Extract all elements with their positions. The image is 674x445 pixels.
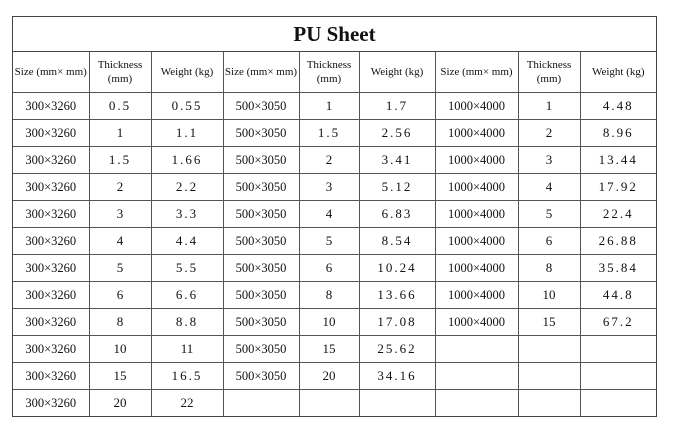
size-cell: 300×3260	[13, 201, 89, 228]
size-header: Size (mm× mm)	[435, 52, 518, 93]
weight-cell: 13.44	[580, 147, 656, 174]
weight-cell: 4.4	[151, 228, 223, 255]
size-header: Size (mm× mm)	[13, 52, 89, 93]
table-row	[13, 282, 656, 309]
size-cell: 300×3260	[13, 282, 89, 309]
thickness-cell: 5	[299, 228, 359, 255]
size-cell: 500×3050	[223, 93, 299, 120]
thickness-cell: 1.5	[89, 147, 151, 174]
table-row	[13, 93, 656, 120]
table-row	[13, 201, 656, 228]
thickness-cell: 10	[89, 336, 151, 363]
weight-cell: 35.84	[580, 255, 656, 282]
empty-cell	[518, 363, 580, 390]
empty-cell	[359, 390, 435, 417]
thickness-cell: 0.5	[89, 93, 151, 120]
empty-cell	[435, 363, 518, 390]
size-cell: 300×3260	[13, 228, 89, 255]
size-cell: 300×3260	[13, 336, 89, 363]
thickness-cell: 8	[518, 255, 580, 282]
size-cell: 300×3260	[13, 120, 89, 147]
size-cell: 500×3050	[223, 255, 299, 282]
weight-cell: 1.66	[151, 147, 223, 174]
table-row	[13, 336, 656, 363]
empty-cell	[518, 336, 580, 363]
empty-cell	[299, 390, 359, 417]
thickness-cell: 1	[299, 93, 359, 120]
table-row	[13, 390, 656, 417]
thickness-cell: 1	[89, 120, 151, 147]
size-cell: 1000×4000	[435, 228, 518, 255]
weight-header: Weight (kg)	[359, 52, 435, 93]
weight-cell: 44.8	[580, 282, 656, 309]
size-cell: 1000×4000	[435, 93, 518, 120]
thickness-cell: 15	[518, 309, 580, 336]
weight-cell: 26.88	[580, 228, 656, 255]
thickness-cell: 5	[89, 255, 151, 282]
weight-cell: 5.12	[359, 174, 435, 201]
thickness-cell: 6	[89, 282, 151, 309]
size-cell: 500×3050	[223, 282, 299, 309]
weight-cell: 17.92	[580, 174, 656, 201]
size-cell: 1000×4000	[435, 255, 518, 282]
weight-cell: 22.4	[580, 201, 656, 228]
size-cell: 300×3260	[13, 93, 89, 120]
weight-cell: 34.16	[359, 363, 435, 390]
thickness-header: Thickness (mm)	[299, 52, 359, 93]
table-row	[13, 363, 656, 390]
weight-cell: 4.48	[580, 93, 656, 120]
table-row	[13, 309, 656, 336]
empty-cell	[223, 390, 299, 417]
weight-cell: 8.8	[151, 309, 223, 336]
weight-cell: 25.62	[359, 336, 435, 363]
thickness-cell: 20	[299, 363, 359, 390]
table-row	[13, 120, 656, 147]
weight-header: Weight (kg)	[151, 52, 223, 93]
size-cell: 300×3260	[13, 255, 89, 282]
empty-cell	[518, 390, 580, 417]
pu-sheet-table	[12, 16, 657, 417]
table-row	[13, 147, 656, 174]
thickness-cell: 2	[89, 174, 151, 201]
weight-cell: 2.2	[151, 174, 223, 201]
size-cell: 500×3050	[223, 228, 299, 255]
weight-cell: 6.83	[359, 201, 435, 228]
thickness-cell: 3	[518, 147, 580, 174]
size-cell: 500×3050	[223, 363, 299, 390]
thickness-header: Thickness (mm)	[518, 52, 580, 93]
thickness-cell: 15	[89, 363, 151, 390]
weight-cell: 0.55	[151, 93, 223, 120]
size-cell: 300×3260	[13, 363, 89, 390]
size-cell: 1000×4000	[435, 147, 518, 174]
weight-cell: 3.41	[359, 147, 435, 174]
weight-cell: 1.1	[151, 120, 223, 147]
size-cell: 1000×4000	[435, 174, 518, 201]
size-cell: 1000×4000	[435, 282, 518, 309]
size-cell: 500×3050	[223, 120, 299, 147]
size-cell: 500×3050	[223, 309, 299, 336]
size-cell: 300×3260	[13, 174, 89, 201]
weight-header: Weight (kg)	[580, 52, 656, 93]
weight-cell: 1.7	[359, 93, 435, 120]
weight-cell: 67.2	[580, 309, 656, 336]
thickness-cell: 10	[299, 309, 359, 336]
weight-cell: 2.56	[359, 120, 435, 147]
empty-cell	[435, 336, 518, 363]
table-body	[13, 93, 656, 417]
thickness-cell: 2	[299, 147, 359, 174]
thickness-cell: 4	[299, 201, 359, 228]
thickness-cell: 10	[518, 282, 580, 309]
thickness-cell: 6	[518, 228, 580, 255]
thickness-cell: 1	[518, 93, 580, 120]
size-cell: 500×3050	[223, 201, 299, 228]
weight-cell: 11	[151, 336, 223, 363]
thickness-cell: 1.5	[299, 120, 359, 147]
size-header: Size (mm× mm)	[223, 52, 299, 93]
thickness-cell: 3	[89, 201, 151, 228]
empty-cell	[580, 363, 656, 390]
size-cell: 300×3260	[13, 147, 89, 174]
table-row	[13, 174, 656, 201]
thickness-cell: 4	[89, 228, 151, 255]
size-cell: 1000×4000	[435, 201, 518, 228]
thickness-cell: 20	[89, 390, 151, 417]
empty-cell	[580, 390, 656, 417]
weight-cell: 10.24	[359, 255, 435, 282]
spec-table	[13, 52, 656, 416]
size-cell: 500×3050	[223, 174, 299, 201]
thickness-cell: 6	[299, 255, 359, 282]
weight-cell: 17.08	[359, 309, 435, 336]
thickness-cell: 3	[299, 174, 359, 201]
thickness-cell: 15	[299, 336, 359, 363]
size-cell: 500×3050	[223, 147, 299, 174]
weight-cell: 22	[151, 390, 223, 417]
thickness-cell: 8	[89, 309, 151, 336]
table-row	[13, 255, 656, 282]
weight-cell: 8.54	[359, 228, 435, 255]
weight-cell: 3.3	[151, 201, 223, 228]
thickness-cell: 2	[518, 120, 580, 147]
size-cell: 1000×4000	[435, 120, 518, 147]
size-cell: 300×3260	[13, 390, 89, 417]
empty-cell	[580, 336, 656, 363]
size-cell: 500×3050	[223, 336, 299, 363]
weight-cell: 8.96	[580, 120, 656, 147]
thickness-cell: 5	[518, 201, 580, 228]
thickness-cell: 8	[299, 282, 359, 309]
thickness-cell: 4	[518, 174, 580, 201]
weight-cell: 16.5	[151, 363, 223, 390]
weight-cell: 13.66	[359, 282, 435, 309]
weight-cell: 5.5	[151, 255, 223, 282]
table-row	[13, 228, 656, 255]
empty-cell	[435, 390, 518, 417]
size-cell: 300×3260	[13, 309, 89, 336]
table-title: PU Sheet	[13, 17, 656, 52]
thickness-header: Thickness (mm)	[89, 52, 151, 93]
header-row	[13, 52, 656, 93]
size-cell: 1000×4000	[435, 309, 518, 336]
weight-cell: 6.6	[151, 282, 223, 309]
